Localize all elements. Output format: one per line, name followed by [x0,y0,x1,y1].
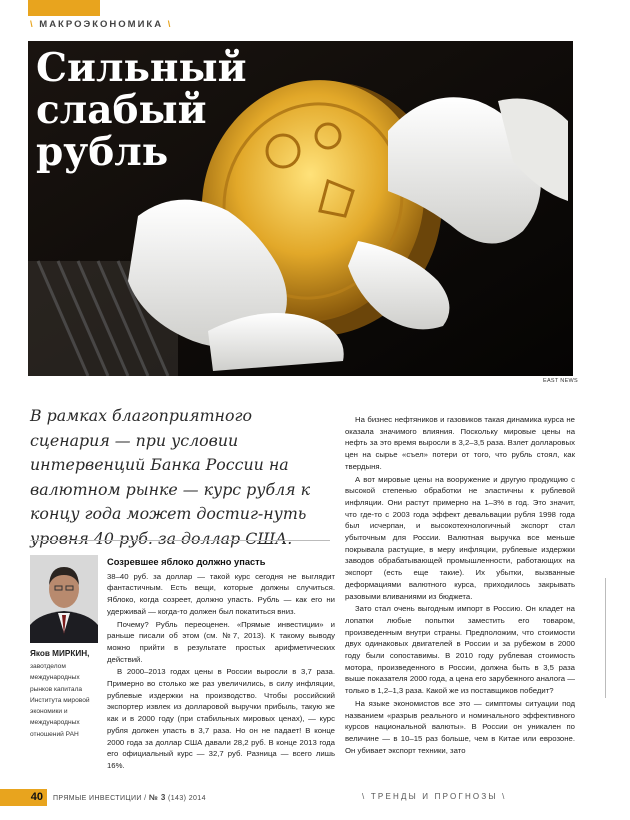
headline-line-3: рубль [36,129,169,175]
author-portrait-illustration [30,555,98,643]
rubric [30,19,172,30]
photo-credit: EAST NEWS [543,378,578,384]
lead-divider [30,540,330,541]
issue-year: (143) 2014 [165,795,206,802]
article-paragraph: А вот мировые цены на вооружение и другую продукцию с высокой степенью обработки не эластичны к рублевой инфляции. Они растут примерно на 1–3% в год. Это значит, что где-то с 2003 года эффект девальвации рубля 1998 года был исчерпан, и высокотехнологичный экспорт стал убыточным для России. Валютная выручка все меньше покрывала растущие, в меру инфляции, рублевые издержки заводов обрабатывающей промышленности, работающих на экспорт (есть еще такие). Их убытки, вызванные деформациями валютного курса, приходилось закрывать разовыми вливаниями из бюджета. [345,474,575,601]
issue-number: № 3 [148,793,166,802]
headline [36,47,247,173]
article-column-middle [107,557,335,773]
article-subheading: Созревшее яблоко должно упасть [107,557,266,567]
article-paragraph: На бизнес нефтяников и газовиков такая динамика курса не оказала значимого влияния. Поскольку мировые цены на нефть за это время выросли в 3,2–3,5 раза. Взлет долларовых цен на сырье «съел» потери от того, что рубль стоял, как твердыня. [345,415,575,471]
publication-name: ПРЯМЫЕ ИНВЕСТИЦИИ / [53,795,149,802]
headline-line-2: слабый [36,87,207,133]
rubric-tab [28,0,100,16]
page-footer [0,789,630,811]
section-name: \ ТРЕНДЫ И ПРОГНОЗЫ \ [362,792,507,801]
article-paragraph: Почему? Рубль переоценен. «Прямые инвестиции» и раньше писали об этом (см. №7, 2013). К такому выводу можно прийти в результате простых арифметических действий. [107,619,335,664]
article-paragraph: В 2000–2013 годах цены в России выросли в 3,7 раза. Примерно во столько же раз увеличились, в силу инфляции, рублевые издержки на производство. Чтобы российский экспортер извлек из долларовой выручки прибыль, такую же как и в 2000 году (при стабильных мировых ценах), — курс рубля должен упасть в 3,7 раза. Но он не падает! В конце 2000 года за доллар США давали 28,2 руб. В конце 2013 года его официальный курс — 32,7 руб. Разница — всего лишь 16%. [107,667,335,770]
article-paragraph: 38–40 руб. за доллар — такой курс сегодня не выглядит фантастичным. Есть вещи, которые должны случиться. Яблоко, когда созреет, должно упасть. Рубль — как его ни удерживай — когда-то должен был покатиться вниз. [107,571,335,616]
hero-photo [28,41,573,376]
rubric-slash-left: \ [30,19,35,30]
author-bio: завотделом международных рынков капитала Института мировой экономики и международных отношений РАН [30,663,90,738]
rubric-label: МАКРОЭКОНОМИКА [39,19,164,30]
lead-paragraph: В рамках благоприятного сценария — при условии интервенций Банка России на валютном рынке — курс рубля к концу года может достиг-нуть уровня 40 руб. за доллар США. [30,406,311,548]
author-name: Яков МИРКИН, [30,649,90,658]
article-paragraph: Зато стал очень выгодным импорт в Россию. Он кладет на лопатки любые попытки заместить его товаром, произведенным внутри страны. Предположим, что стоимости двух одинаковых двигателей в России и за рубежом в 2000 году были сопоставимы. В 2010 году рублевая стоимость мотора, произведенного в России, должна быть в 3,5 раза выше показателя 2000 года, а цена его зарубежного аналога — только в 1,2–1,3 раза. Какой же из поставщиков победит? [345,604,575,696]
article-paragraph: На языке экономистов все это — симптомы ситуации под названием «разрыв реального и номинального эффективного курсов национальной валюты». В России он уникален по величине — в 10–15 раз больше, чем в Китае или еврозоне. Он убивает экспорт техники, зато [345,698,575,755]
page-edge-mark [605,578,606,698]
rubric-slash-right: \ [167,19,173,30]
headline-line-1: Сильный [36,45,247,91]
author-portrait [30,555,98,643]
article-column-right [345,414,575,757]
page-number: 40 [0,789,47,806]
publication-info [53,793,206,802]
